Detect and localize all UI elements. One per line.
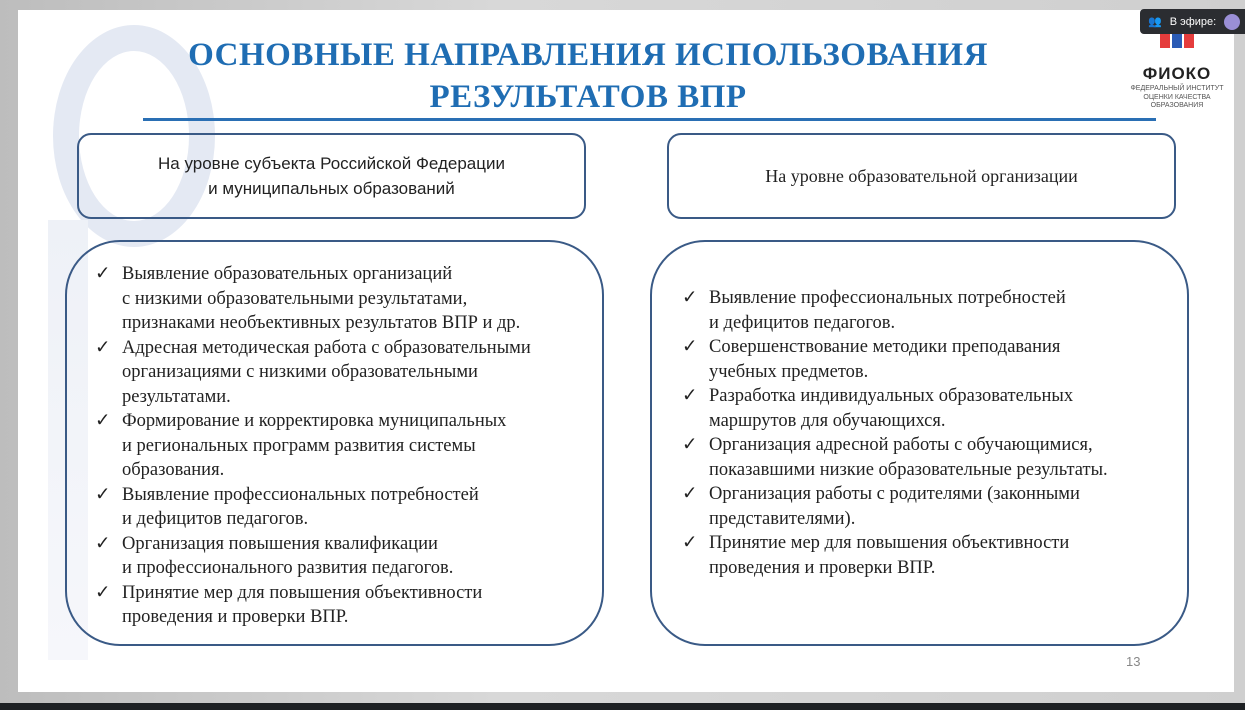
list-item-line: Выявление образовательных организаций [122,264,453,284]
list-item-line: Принятие мер для повышения объективности [122,582,483,603]
presentation-slide [18,10,1234,692]
logo-name: ФИОКО [1142,64,1212,83]
left-list [95,262,592,630]
list-item-line: с низкими образовательными результатами, [122,288,468,309]
checkmark-icon: ✓ [682,337,698,357]
bottom-toolbar [0,703,1245,710]
left-header-line-1: На уровне субъекта Российской Федерации [158,154,505,173]
list-item-line: Выявление профессиональных потребностей [709,288,1066,308]
left-header-line-2: и муниципальных образований [208,179,455,198]
list-item [95,336,592,410]
list-item [95,483,592,532]
page-number: 13 [1126,654,1141,669]
list-item-line: Организация работы с родителями (законными [709,484,1080,504]
list-item-line: Разработка индивидуальных образовательных [709,386,1074,406]
list-item-line: Адресная методическая работа с образовательными [122,337,531,358]
checkmark-icon: ✓ [682,484,698,504]
fioco-logo [1122,30,1232,110]
list-item-line: образования. [122,460,225,480]
list-item [682,482,1177,531]
list-item-line: Организация повышения квалификации [122,533,438,554]
list-item-line: показавшими низкие образовательные результаты. [709,459,1108,480]
checkmark-icon: ✓ [95,411,111,431]
list-item-line: проведения и проверки ВПР. [709,557,936,578]
list-item-line: Формирование и корректировка муниципальных [122,411,507,431]
list-item-line: проведения и проверки ВПР. [122,607,349,627]
checkmark-icon: ✓ [682,435,698,455]
list-item [95,262,592,336]
list-item-line: и дефицитов педагогов. [709,312,896,333]
checkmark-icon: ✓ [95,264,111,284]
right-content-box [650,240,1189,646]
list-item [95,409,592,483]
list-item-line: и дефицитов педагогов. [122,509,309,529]
logo-sub-1: ФЕДЕРАЛЬНЫЙ ИНСТИТУТ [1130,85,1224,92]
list-item-line: результатами. [122,386,231,407]
checkmark-icon: ✓ [95,533,111,554]
list-item-line: Организация адресной работы с обучающимися, [709,435,1093,455]
left-content-box [65,240,604,646]
list-item [682,433,1177,482]
list-item-line: представителями). [709,508,856,529]
slide-title [138,34,1038,118]
list-item-line: и профессионального развития педагогов. [122,558,454,578]
left-header-box [77,133,586,219]
title-line-1: ОСНОВНЫЕ НАПРАВЛЕНИЯ ИСПОЛЬЗОВАНИЯ [188,37,988,73]
list-item [682,286,1177,335]
list-item-line: маршрутов для обучающихся. [709,410,946,431]
people-icon: 👥 [1148,16,1162,28]
avatar[interactable] [1224,14,1240,30]
list-item-line: признаками необъективных результатов ВПР и др. [122,313,521,333]
right-list [682,286,1177,580]
on-air-label: В эфире: [1169,15,1217,28]
logo-sub-2: ОЦЕНКИ КАЧЕСТВА ОБРАЗОВАНИЯ [1143,94,1211,109]
checkmark-icon: ✓ [95,337,111,358]
checkmark-icon: ✓ [95,484,111,505]
list-item-line: учебных предметов. [709,361,869,382]
title-line-2: РЕЗУЛЬТАТОВ ВПР [429,79,747,115]
list-item [682,335,1177,384]
list-item [682,531,1177,580]
checkmark-icon: ✓ [682,533,698,553]
list-item-line: Совершенствование методики преподавания [709,337,1061,357]
right-header-text: На уровне образовательной организации [765,165,1078,186]
checkmark-icon: ✓ [682,386,698,406]
list-item [95,581,592,630]
list-item [682,384,1177,433]
checkmark-icon: ✓ [95,582,111,603]
list-item-line: организациями с низкими образовательными [122,362,478,382]
title-divider [143,118,1156,121]
list-item-line: Принятие мер для повышения объективности [709,533,1070,553]
list-item-line: Выявление профессиональных потребностей [122,484,479,505]
list-item-line: и региональных программ развития системы [122,435,476,456]
list-item [95,532,592,581]
right-header-box [667,133,1176,219]
on-air-indicator[interactable] [1140,9,1245,34]
checkmark-icon: ✓ [682,288,698,308]
